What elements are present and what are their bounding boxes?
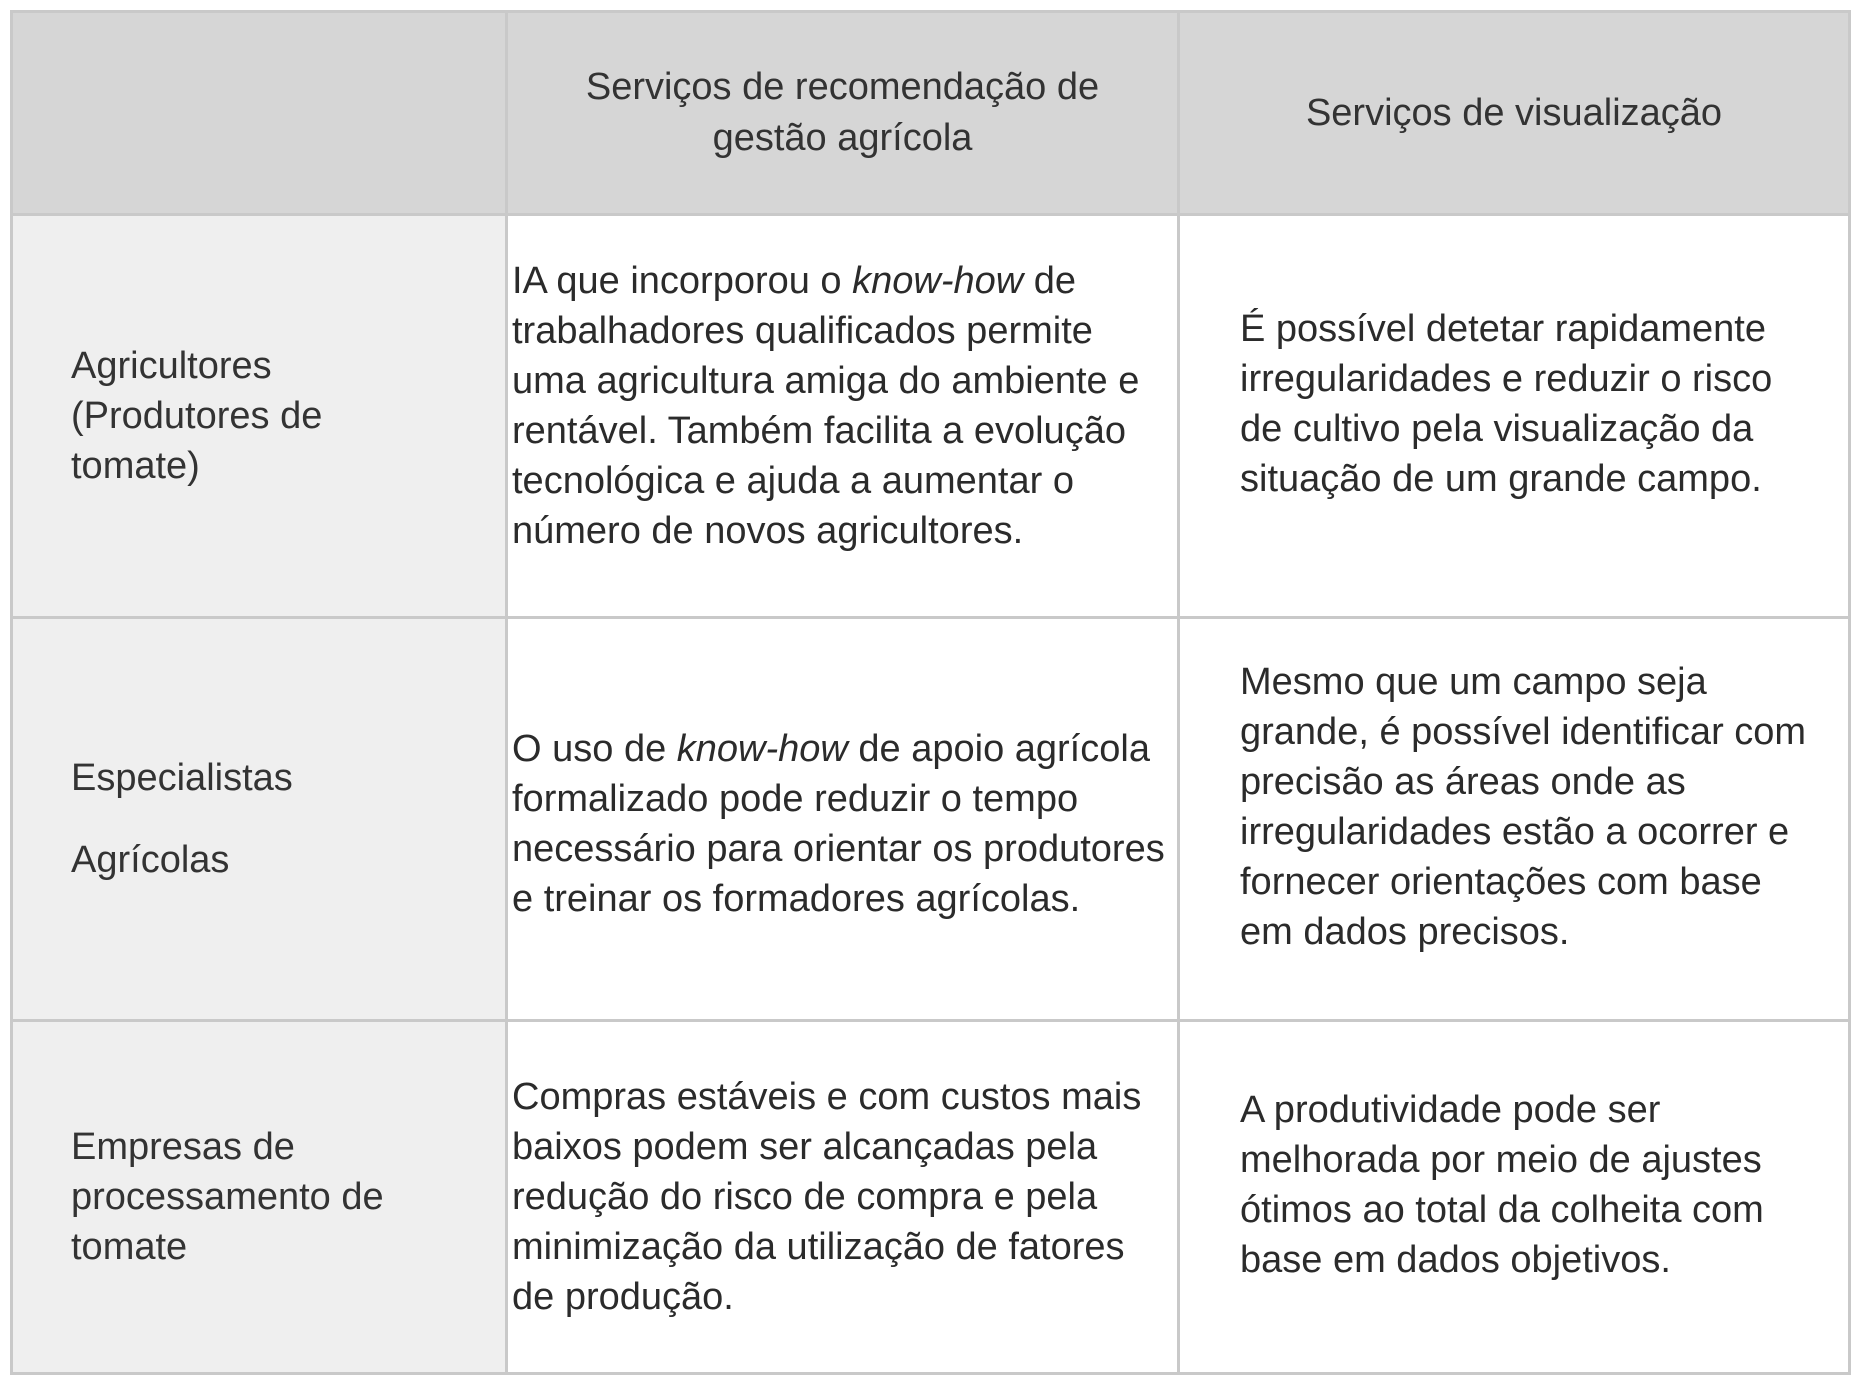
cell-text-part: O uso de bbox=[512, 728, 677, 770]
header-row bbox=[12, 12, 1850, 215]
row-label-line: (Produtores de bbox=[71, 395, 323, 437]
cell-text-emphasis: know-how bbox=[852, 260, 1024, 302]
header-visualization-services bbox=[1179, 12, 1850, 215]
row-label-line: processamento de bbox=[71, 1176, 384, 1218]
header-recommendation-line2: gestão agrícola bbox=[712, 117, 973, 159]
header-recommendation-line1: Serviços de recomendação de bbox=[585, 66, 1100, 108]
cell-specialists-visualization bbox=[1179, 618, 1850, 1021]
table-row-processing-companies bbox=[12, 1021, 1850, 1374]
cell-text: Mesmo que um campo seja grande, é possível identificar com precisão as áreas onde as irregularidades estão a ocorrer e fornecer orientações com base em dados precisos. bbox=[1240, 660, 1807, 953]
header-blank-cell bbox=[12, 12, 507, 215]
row-label-line: tomate bbox=[71, 1226, 188, 1268]
cell-text-part: IA que incorporou o bbox=[512, 260, 853, 302]
row-label-specialists bbox=[12, 618, 507, 1021]
table-row-farmers bbox=[12, 215, 1850, 618]
cell-farmers-visualization bbox=[1179, 215, 1850, 618]
row-label-line: Agrícolas bbox=[71, 839, 230, 881]
header-recommendation-services bbox=[507, 12, 1179, 215]
table-row-specialists bbox=[12, 618, 1850, 1021]
cell-text: É possível detetar rapidamente irregularidades e reduzir o risco de cultivo pela visualização da situação de um grande campo. bbox=[1240, 307, 1773, 500]
row-label-line: Especialistas bbox=[71, 757, 293, 799]
row-label-processing-companies bbox=[12, 1021, 507, 1374]
row-label-farmers bbox=[12, 215, 507, 618]
cell-processing-recommendation bbox=[507, 1021, 1179, 1374]
cell-text-emphasis: know-how bbox=[676, 728, 848, 770]
row-label-line: Empresas de bbox=[71, 1126, 295, 1168]
cell-text-part: de trabalhadores qualificados permite uma agricultura amiga do ambiente e rentável. Também facilita a evolução tecnológica e ajuda a aumentar o número de novos agricultores. bbox=[512, 260, 1140, 552]
services-comparison-table bbox=[10, 10, 1851, 1375]
cell-text-part: de apoio agrícola formalizado pode reduzir o tempo necessário para orientar os produtores e treinar os formadores agrícolas. bbox=[512, 728, 1165, 920]
row-label-line: tomate) bbox=[71, 445, 200, 487]
cell-text: Compras estáveis e com custos mais baixos podem ser alcançadas pela redução do risco de compra e pela minimização da utilização de fatores de produção. bbox=[512, 1076, 1142, 1318]
cell-text: A produtividade pode ser melhorada por meio de ajustes ótimos ao total da colheita com base em dados objetivos. bbox=[1240, 1088, 1764, 1281]
header-visualization-label: Serviços de visualização bbox=[1305, 91, 1723, 134]
cell-specialists-recommendation bbox=[507, 618, 1179, 1021]
cell-farmers-recommendation bbox=[507, 215, 1179, 618]
row-label-line: Agricultores bbox=[71, 345, 272, 387]
cell-processing-visualization bbox=[1179, 1021, 1850, 1374]
